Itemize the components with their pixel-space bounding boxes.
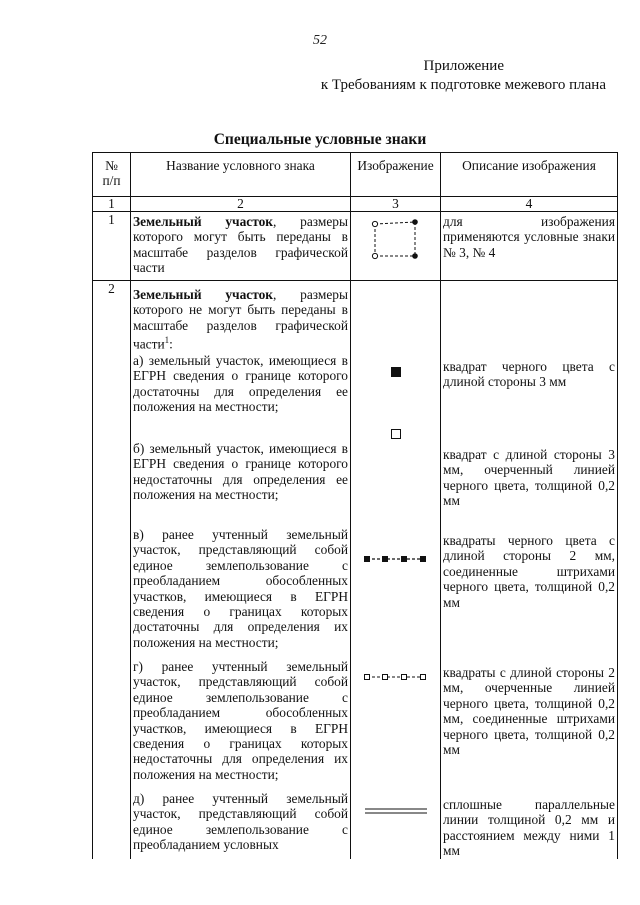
description-a: квадрат черного цвета с длиной стороны 3 мм (443, 359, 615, 390)
sub-item-g: г) ранее учтенный земельный участок, представляющий собой единое землепользование с преобладанием обособленных участков, имеющиеся в ЕГРН сведения о границах которых недостаточны для определения их положения на местности; (133, 659, 348, 782)
filled-squares-dashed-line-icon (353, 549, 439, 569)
table-row (93, 212, 618, 281)
row-description (441, 212, 618, 281)
row-name-suffix: : (169, 336, 173, 352)
appendix-line-2: к Требованиям к подготовке межевого плана (320, 77, 606, 93)
sub-item-v: в) ранее учтенный земельный участок, представляющий собой единое землепользование с преобладанием обособленных участков, имеющиеся в ЕГРН сведения о границах которых достаточны для определения их положения на местности; (133, 527, 348, 650)
table-row (93, 281, 618, 860)
row-image (351, 281, 441, 860)
row-name-rest: , размеры которого не могут быть переданы в масштабе разделов графической части (133, 287, 348, 352)
row-name-bold: Земельный участок (133, 287, 274, 302)
header-description: Описание изображения (441, 153, 618, 197)
row-image (351, 212, 441, 281)
column-number: 4 (441, 197, 618, 212)
header-name: Название условного знака (131, 153, 351, 197)
appendix-header (276, 57, 606, 95)
column-number: 3 (351, 197, 441, 212)
header-num (93, 153, 131, 197)
header-num-line2: п/п (102, 173, 121, 189)
page-title: Специальные условные знаки (213, 131, 427, 148)
appendix-line-1: Приложение (423, 58, 504, 74)
sub-item-a: а) земельный участок, имеющиеся в ЕГРН сведения о границе которого достаточны для определения ее положения на местности; (133, 353, 348, 415)
row-name (131, 281, 351, 860)
footnote-marker: 1 (164, 335, 170, 346)
column-number-row (93, 197, 618, 212)
sub-item-b: б) земельный участок, имеющиеся в ЕГРН сведения о границе которого недостаточны для определения ее положения на местности; (133, 441, 348, 503)
description-v: квадраты черного цвета с длиной стороны 2 мм, соединенные штрихами черного цвета, толщиной 0,2 мм (443, 533, 615, 610)
row-description-text: для изображения применяются условные знаки № 3, № 4 (443, 214, 615, 260)
row-number: 1 (93, 212, 131, 281)
land-plot-rectangle-icon (353, 212, 439, 278)
outlined-squares-dashed-line-icon (353, 667, 439, 687)
header-num-line1: № (105, 158, 118, 173)
description-b: квадрат с длиной стороны 3 мм, очерченный линией черного цвета, толщиной 0,2 мм (443, 447, 615, 509)
row-description (441, 281, 618, 860)
header-image: Изображение (351, 153, 441, 197)
row-name-bold: Земельный участок (133, 214, 274, 229)
double-parallel-lines-icon (353, 801, 439, 821)
symbols-table (92, 152, 618, 859)
column-number: 2 (131, 197, 351, 212)
description-d: сплошные параллельные линии толщиной 0,2 мм и расстоянием между ними 1 мм (443, 797, 615, 859)
sub-item-d: д) ранее учтенный земельный участок, представляющий собой единое землепользование с преобладанием условных (133, 791, 348, 853)
row-name-rest: , размеры которого могут быть переданы в масштабе разделов графической части (133, 214, 348, 276)
row-number: 2 (93, 281, 131, 860)
filled-square-icon (353, 363, 439, 413)
page-number: 52 (313, 33, 327, 48)
table-header-row (93, 153, 618, 197)
row-name (131, 212, 351, 281)
column-number: 1 (93, 197, 131, 212)
outlined-square-icon (353, 425, 439, 455)
description-g: квадраты с длиной стороны 2 мм, очерченные линией черного цвета, толщиной 0,2 мм, соединенные штрихами черного цвета, толщиной 0,2 мм (443, 665, 615, 758)
